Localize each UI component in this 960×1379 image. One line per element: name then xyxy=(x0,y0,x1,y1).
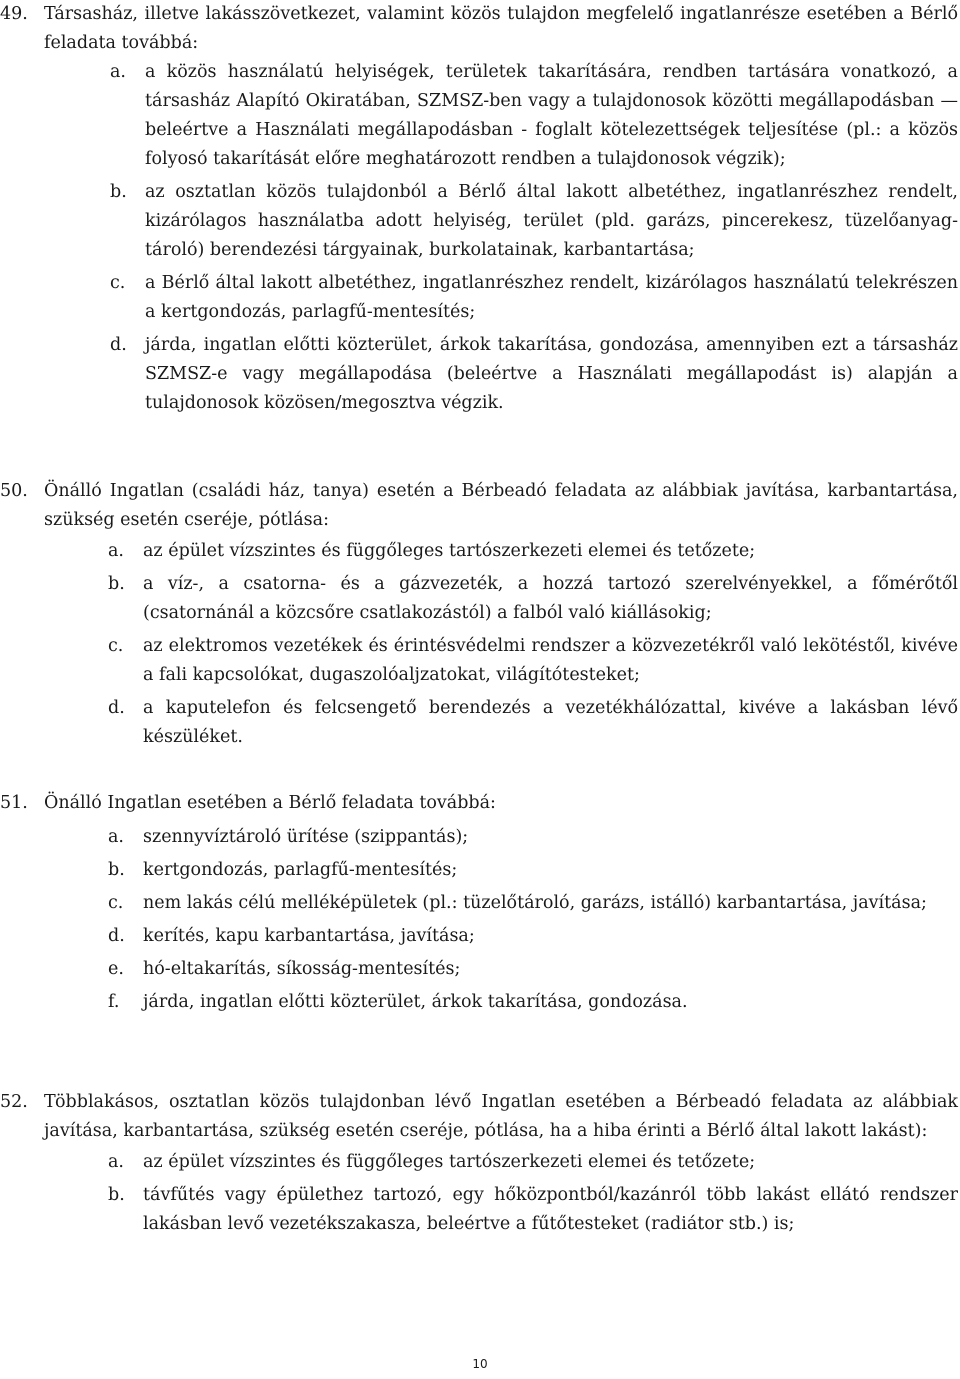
item-letter: d. xyxy=(108,698,125,718)
item-list xyxy=(0,1148,960,1239)
item-text: járda, ingatlan előtti közterület, árkok takarítása, gondozása, amennyiben ezt a társasház SZMSZ-e vagy megállapodása (beleértve a Használati megállapodást is) alapján a tulajdonosok közösen/megosztva végzik. xyxy=(145,335,958,413)
item-text: a közös használatú helyiségek, területek takarítására, rendben tartására vonatkozó, a társasház Alapító Okiratában, SZMSZ-ben vagy a tulajdonosok közötti megállapodásban — beleértve a Használati megállapodásban - foglalt kötelezettségek teljesítése (pl.: a közös folyosó takarítását előre meghatározott rendben a tulajdonosok végzik); xyxy=(145,62,958,169)
section-heading xyxy=(0,477,960,535)
item-text: a víz-, a csatorna- és a gázvezeték, a hozzá tartozó szerelvényekkel, a főmérőtől (csatornánál a közcsőre csatlakozástól) a falból való kiállásokig; xyxy=(143,574,958,623)
list-item xyxy=(110,269,960,327)
section-heading xyxy=(0,1088,960,1146)
list-item xyxy=(108,823,960,852)
item-list xyxy=(0,537,960,752)
item-letter: c. xyxy=(108,893,124,913)
item-text: az épület vízszintes és függőleges tartószerkezeti elemei és tetőzete; xyxy=(143,541,756,561)
item-text: hó-eltakarítás, síkosság-mentesítés; xyxy=(143,959,461,979)
item-text: járda, ingatlan előtti közterület, árkok takarítása, gondozása. xyxy=(143,992,688,1012)
item-letter: a. xyxy=(108,541,124,561)
list-item xyxy=(108,1148,960,1177)
item-letter: f. xyxy=(108,992,120,1012)
item-letter: b. xyxy=(108,1185,125,1205)
item-list xyxy=(0,823,960,1017)
item-text: a Bérlő által lakott albetéthez, ingatlanrészhez rendelt, kizárólagos használatú telekrészen a kertgondozás, parlagfű-mentesítés; xyxy=(145,273,958,322)
item-letter: a. xyxy=(108,1152,124,1172)
list-item xyxy=(108,694,960,752)
list-item xyxy=(108,955,960,984)
list-item xyxy=(110,58,960,174)
list-item xyxy=(110,178,960,265)
item-letter: e. xyxy=(108,959,124,979)
item-text: távfűtés vagy épülethez tartozó, egy hőközpontból/kazánról több lakást ellátó rendszer lakásban levő vezetékszakasza, beleértve a fűtőtesteket (radiátor stb.) is; xyxy=(143,1185,958,1234)
item-letter: b. xyxy=(110,182,127,202)
section-51 xyxy=(0,789,960,1017)
item-letter: d. xyxy=(108,926,125,946)
section-number: 51. xyxy=(0,793,28,813)
item-letter: b. xyxy=(108,860,125,880)
item-letter: c. xyxy=(110,273,126,293)
list-item xyxy=(108,632,960,690)
list-item xyxy=(110,331,960,418)
section-text: Többlakásos, osztatlan közös tulajdonban lévő Ingatlan esetében a Bérbeadó feladata az alábbiak javítása, karbantartása, szükség esetén cseréje, pótlása, ha a hiba érinti a Bérlő által lakott lakást): xyxy=(44,1092,958,1141)
section-50 xyxy=(0,477,960,752)
item-list xyxy=(0,58,960,418)
item-text: kertgondozás, parlagfű-mentesítés; xyxy=(143,860,458,880)
section-heading xyxy=(0,789,960,818)
item-text: kerítés, kapu karbantartása, javítása; xyxy=(143,926,475,946)
item-text: nem lakás célú melléképületek (pl.: tüzelőtároló, garázs, istálló) karbantartása, javítása; xyxy=(143,893,927,913)
section-heading xyxy=(0,0,960,58)
section-number: 49. xyxy=(0,4,28,24)
item-text: az épület vízszintes és függőleges tartószerkezeti elemei és tetőzete; xyxy=(143,1152,756,1172)
item-letter: d. xyxy=(110,335,127,355)
section-text: Önálló Ingatlan (családi ház, tanya) esetén a Bérbeadó feladata az alábbiak javítása, karbantartása, szükség esetén cseréje, pótlása: xyxy=(44,481,958,530)
section-52 xyxy=(0,1088,960,1239)
item-letter: a. xyxy=(108,827,124,847)
item-letter: c. xyxy=(108,636,124,656)
item-text: a kaputelefon és felcsengető berendezés a vezetékhálózattal, kivéve a lakásban lévő készüléket. xyxy=(143,698,958,747)
item-text: az elektromos vezetékek és érintésvédelmi rendszer a közvezetékről való lekötéstől, kivéve a fali kapcsolókat, dugaszolóaljzatokat, világítótesteket; xyxy=(143,636,958,685)
list-item xyxy=(108,922,960,951)
list-item xyxy=(108,570,960,628)
list-item xyxy=(108,537,960,566)
item-letter: b. xyxy=(108,574,125,594)
list-item xyxy=(108,856,960,885)
list-item xyxy=(108,1181,960,1239)
page-number: 10 xyxy=(472,1357,488,1371)
list-item xyxy=(108,889,960,918)
list-item xyxy=(108,988,960,1017)
section-49 xyxy=(0,0,960,418)
item-letter: a. xyxy=(110,62,126,82)
section-text: Önálló Ingatlan esetében a Bérlő feladata továbbá: xyxy=(44,793,496,813)
section-number: 52. xyxy=(0,1092,28,1112)
section-text: Társasház, illetve lakásszövetkezet, valamint közös tulajdon megfelelő ingatlanrésze esetében a Bérlő feladata továbbá: xyxy=(44,4,958,53)
section-number: 50. xyxy=(0,481,28,501)
item-text: szennyvíztároló ürítése (szippantás); xyxy=(143,827,469,847)
item-text: az osztatlan közös tulajdonból a Bérlő által lakott albetéthez, ingatlanrészhez rendelt, kizárólagos használatba adott helyiség, terület (pld. garázs, pincerekesz, tüzelőanyag-tároló) berendezési tárgyainak, burkolatainak, karbantartása; xyxy=(145,182,958,260)
